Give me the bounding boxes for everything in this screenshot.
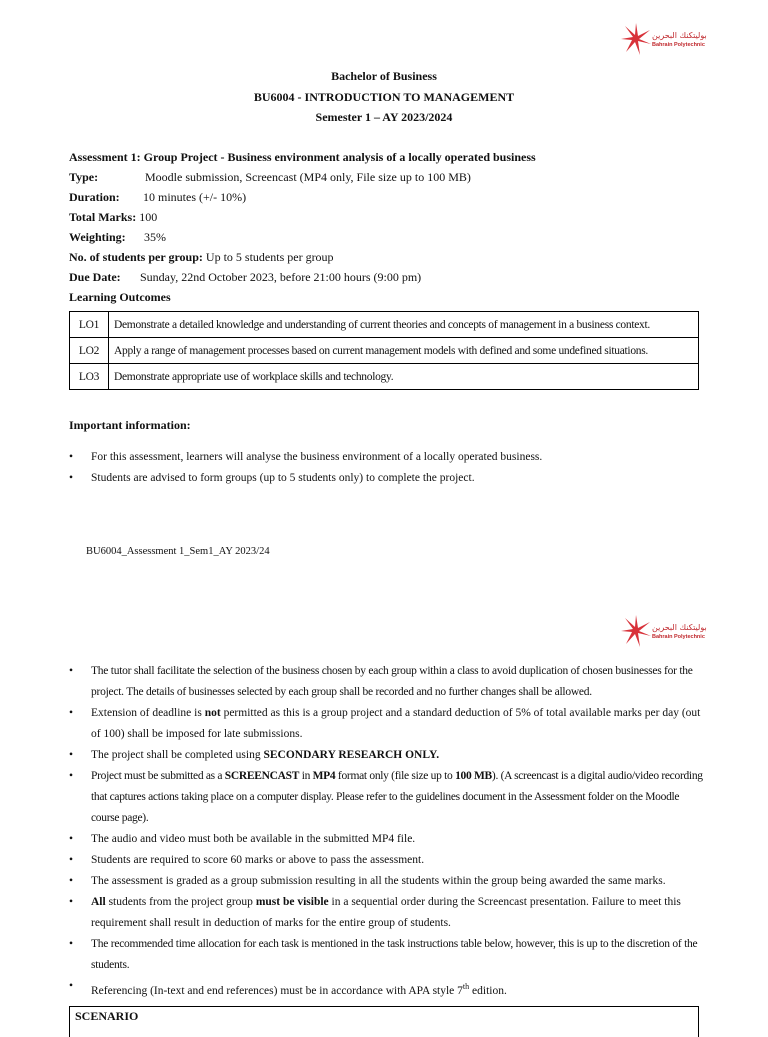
weighting-label: Weighting: — [69, 230, 126, 244]
due-date-label: Due Date: — [69, 270, 121, 284]
weighting-value: 35% — [144, 230, 166, 244]
marks-value: 100 — [139, 210, 158, 224]
bullet-text: edition. — [469, 984, 507, 997]
list-item — [69, 892, 709, 934]
bullet-text: The tutor shall facilitate the selection of the business chosen by each group within a class to avoid duplication of chosen businesses for the project. The details of businesses selected by each group shall be recorded and no further changes shall be allowed. — [91, 665, 693, 698]
list-item — [69, 976, 709, 1002]
table-row — [70, 338, 699, 364]
important-heading: Important information: — [69, 418, 191, 432]
table-row — [70, 364, 699, 390]
polytechnic-logo — [620, 614, 707, 654]
table-row — [70, 312, 699, 338]
bullet-emphasis: must be visible — [255, 896, 329, 908]
duration-value: 10 minutes (+/- 10%) — [143, 190, 247, 204]
weighting-row — [69, 230, 166, 245]
course-title: BU6004 - INTRODUCTION TO MANAGEMENT — [253, 90, 515, 104]
lo-description: Apply a range of management processes based on current management models with defined and some undefined situations. — [109, 338, 699, 364]
bullet-text: students from the project group — [105, 896, 256, 908]
polytechnic-logo — [620, 22, 707, 62]
assessment-title: Assessment 1: Group Project - Business environment analysis of a locally operated business — [69, 150, 536, 164]
bullet-text: permitted as this is a group project and a standard deduction of 5% of total available marks per day (out of 100) shall be imposed for late submissions. — [91, 707, 701, 740]
lo-code: LO3 — [70, 364, 109, 390]
logo-arabic-text: بوليتكنك البحرين — [652, 623, 707, 632]
bullet-emphasis: All — [91, 896, 106, 908]
logo-arabic-text: بوليتكنك البحرين — [652, 31, 707, 40]
marks-label: Total Marks: — [69, 210, 137, 224]
list-item — [69, 850, 709, 871]
rules-list — [69, 661, 709, 1002]
important-list — [69, 447, 709, 489]
lo-description: Demonstrate a detailed knowledge and understanding of current theories and concepts of management in a business context. — [109, 312, 699, 338]
bullet-text: Students are required to score 60 marks or above to pass the assessment. — [91, 854, 425, 866]
learning-outcomes-table — [69, 311, 699, 390]
bullet-text: The recommended time allocation for each task is mentioned in the task instructions table below, however, this is up to the discretion of the students. — [91, 938, 698, 971]
list-item: • For this assessment, learners will analyse the business environment of a locally operated business. — [69, 447, 709, 468]
bullet-text: Extension of deadline is — [91, 707, 205, 719]
type-label: Type: — [69, 170, 99, 184]
list-item: • Students are advised to form groups (up to 5 students only) to complete the project. — [69, 468, 709, 489]
students-value: Up to 5 students per group — [205, 250, 334, 264]
logo-english-text: Bahrain Polytechnic — [652, 42, 705, 48]
list-item — [69, 766, 709, 829]
bullet-text: in — [299, 770, 313, 782]
bullet-text: The project shall be completed using — [91, 749, 264, 761]
superscript: th — [462, 982, 470, 991]
due-date-row — [69, 270, 422, 285]
bullet-text: Project must be submitted as a — [91, 770, 225, 782]
due-date-value: Sunday, 22nd October 2023, before 21:00 hours (9:00 pm) — [140, 270, 422, 284]
type-row — [69, 170, 471, 185]
program-title: Bachelor of Business — [331, 69, 437, 83]
bullet-text: format only (file size up to — [335, 770, 456, 782]
bullet-emphasis: SCREENCAST — [224, 770, 300, 782]
logo-english-text: Bahrain Polytechnic — [652, 634, 705, 640]
students-row — [69, 250, 334, 265]
bullet-emphasis: not — [204, 707, 221, 719]
list-item — [69, 934, 709, 976]
bullet-emphasis: 100 MB — [455, 770, 492, 782]
bullet-text: ). (A screencast is a digital audio/video recording that captures actions taking place on a computer display. Please refer to the guidelines document in the Assessment folder on the Moodle course page). — [91, 770, 703, 824]
duration-row — [69, 190, 247, 205]
bullet-text: The audio and video must both be available in the submitted MP4 file. — [91, 833, 416, 845]
lo-code: LO2 — [70, 338, 109, 364]
duration-label: Duration: — [69, 190, 120, 204]
lo-description: Demonstrate appropriate use of workplace skills and technology. — [109, 364, 699, 390]
bullet-text: in a sequential order during the Screencast presentation. Failure to meet this requirement shall result in deduction of marks for the entire group of students. — [91, 896, 681, 929]
bullet-emphasis: MP4 — [312, 770, 336, 782]
lo-code: LO1 — [70, 312, 109, 338]
list-item — [69, 703, 709, 745]
type-value: Moodle submission, Screencast (MP4 only, File size up to 100 MB) — [145, 170, 471, 184]
star-burst-icon — [620, 614, 652, 648]
learning-outcomes-heading: Learning Outcomes — [69, 290, 171, 304]
list-item — [69, 871, 709, 892]
students-label: No. of students per group: — [69, 250, 203, 264]
bullet-text: The assessment is graded as a group submission resulting in all the students within the group being awarded the same marks. — [91, 875, 666, 887]
list-item — [69, 661, 709, 703]
semester-title: Semester 1 – AY 2023/2024 — [315, 110, 453, 124]
marks-row — [69, 210, 157, 225]
scenario-box — [69, 1006, 699, 1037]
star-burst-icon — [620, 22, 652, 56]
list-item — [69, 745, 709, 766]
page-footer: BU6004_Assessment 1_Sem1_AY 2023/24 — [86, 546, 270, 557]
list-item — [69, 829, 709, 850]
scenario-heading: SCENARIO — [75, 1009, 139, 1023]
bullet-text: Referencing (In-text and end references) must be in accordance with APA style 7 — [91, 984, 463, 997]
bullet-emphasis: SECONDARY RESEARCH ONLY. — [263, 749, 440, 761]
